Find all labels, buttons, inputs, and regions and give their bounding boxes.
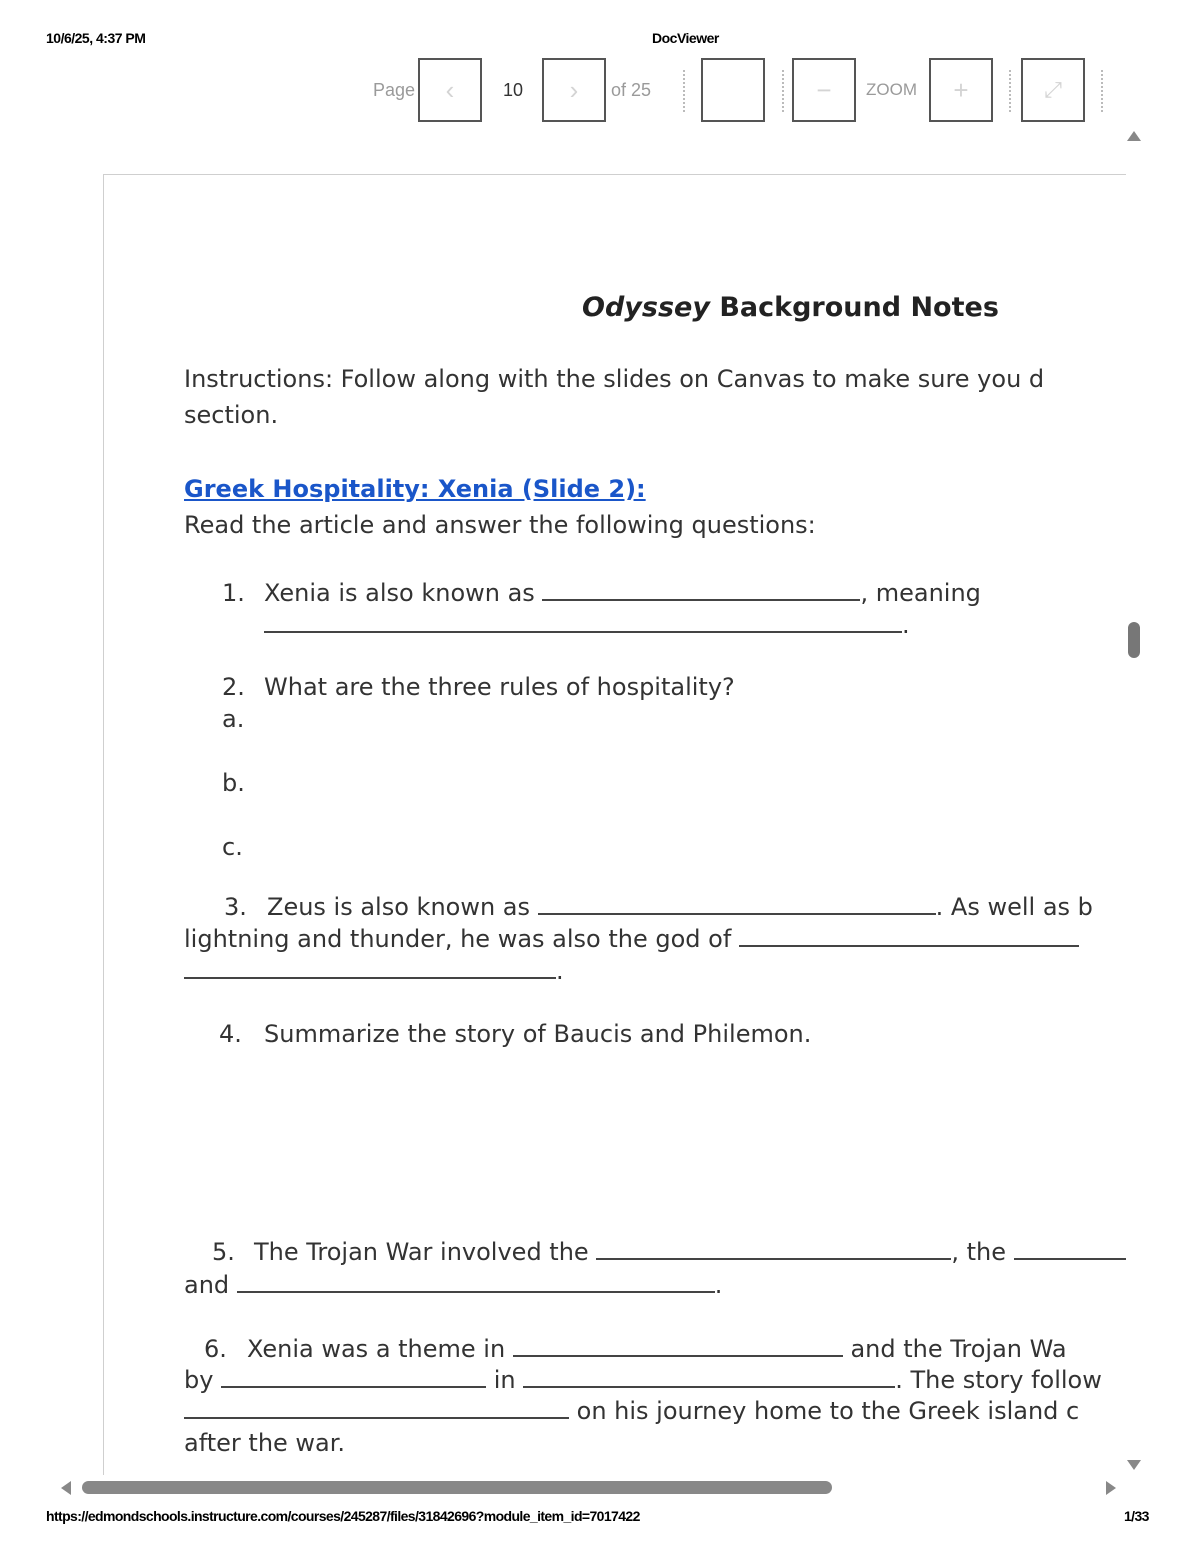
question-2-number: 2. <box>222 673 245 701</box>
answer-blank[interactable] <box>513 1335 843 1357</box>
question-3-text <box>267 893 1093 921</box>
fullscreen-button[interactable] <box>1021 58 1085 122</box>
question-4-text: Summarize the story of Baucis and Philemon. <box>264 1020 812 1048</box>
q1-prompt: Xenia is also known as <box>264 579 535 607</box>
q3-after: . As well as b <box>935 893 1093 921</box>
plus-icon: + <box>953 74 969 105</box>
toolbar-divider <box>782 70 784 112</box>
page-title <box>582 292 999 323</box>
question-6-line-2 <box>184 1366 1102 1394</box>
question-5-number: 5. <box>212 1238 235 1266</box>
question-4-number: 4. <box>219 1020 242 1048</box>
question-6-number: 6. <box>204 1335 227 1363</box>
q6-by: by <box>184 1366 214 1394</box>
question-5-line-2 <box>184 1271 722 1299</box>
q5-end: . <box>714 1271 723 1299</box>
q5-line2: and <box>184 1271 230 1299</box>
zoom-in-button[interactable] <box>929 58 993 122</box>
answer-blank[interactable] <box>221 1366 486 1388</box>
answer-label-a: a. <box>222 705 245 733</box>
zoom-out-button[interactable] <box>792 58 856 122</box>
question-2-text: What are the three rules of hospitality? <box>264 673 735 701</box>
question-3-line-3 <box>184 957 564 985</box>
print-window-title: DocViewer <box>652 30 719 46</box>
q6-prompt: Xenia was a theme in <box>247 1335 506 1363</box>
question-3-number: 3. <box>224 893 247 921</box>
toolbar-divider <box>1101 70 1103 112</box>
question-1-number: 1. <box>222 579 245 607</box>
document-page <box>104 175 1126 1475</box>
next-page-button[interactable] <box>542 58 606 122</box>
answer-blank[interactable] <box>264 611 902 633</box>
q6-after: and the Trojan Wa <box>850 1335 1067 1363</box>
print-page-count: 1/33 <box>1124 1508 1149 1524</box>
answer-blank[interactable] <box>739 925 1079 947</box>
page-total: of 25 <box>611 80 652 100</box>
print-date: 10/6/25, 4:37 PM <box>46 30 146 46</box>
q5-after: , the <box>951 1238 1006 1266</box>
q6-line3: on his journey home to the Greek island c <box>576 1397 1080 1425</box>
question-6-text <box>247 1335 1067 1363</box>
minus-icon: − <box>816 74 832 105</box>
answer-blank[interactable] <box>237 1271 715 1293</box>
question-1-text <box>264 579 981 607</box>
answer-blank[interactable] <box>538 893 936 915</box>
answer-blank[interactable] <box>542 579 860 601</box>
q3-line2: lightning and thunder, he was also the god of <box>184 925 732 953</box>
chevron-left-icon: ‹ <box>445 74 455 105</box>
question-1-line-2 <box>264 611 910 639</box>
current-page-input[interactable]: 10 <box>503 80 524 100</box>
title-italic: Odyssey <box>582 292 710 323</box>
expand-icon: ⤢ <box>1044 77 1062 102</box>
horizontal-scrollbar-thumb[interactable] <box>82 1481 832 1494</box>
answer-label-c: c. <box>222 833 243 861</box>
answer-label-b: b. <box>222 769 245 797</box>
chevron-right-icon: › <box>569 74 579 105</box>
question-6-line-3 <box>184 1397 1079 1425</box>
answer-blank[interactable] <box>596 1238 951 1260</box>
q6-story: . The story follow <box>895 1366 1102 1394</box>
q3-prompt: Zeus is also known as <box>267 893 531 921</box>
view-mode-button[interactable] <box>701 58 765 122</box>
vertical-scrollbar-thumb[interactable] <box>1128 622 1140 658</box>
title-rest: Background Notes <box>709 292 999 323</box>
answer-blank[interactable] <box>1014 1238 1126 1260</box>
instructions-line-1: Instructions: Follow along with the slides on Canvas to make sure you d <box>184 365 1045 393</box>
toolbar-divider <box>683 70 685 112</box>
document-viewport <box>103 174 1126 1475</box>
question-6-line-4: after the war. <box>184 1429 346 1457</box>
q5-prompt: The Trojan War involved the <box>254 1238 589 1266</box>
zoom-label: ZOOM <box>866 80 917 99</box>
q1-end: . <box>902 611 910 639</box>
page-label: Page <box>373 80 416 100</box>
section-heading-link[interactable]: Greek Hospitality: Xenia (Slide 2): <box>184 475 646 503</box>
instructions-line-2: section. <box>184 401 279 429</box>
answer-blank[interactable] <box>523 1366 895 1388</box>
scroll-up-arrow-icon[interactable] <box>1127 131 1141 141</box>
q1-after: , meaning <box>860 579 981 607</box>
print-header <box>0 30 1200 50</box>
scroll-right-arrow-icon[interactable] <box>1106 1481 1116 1495</box>
previous-page-button[interactable] <box>418 58 482 122</box>
scroll-left-arrow-icon[interactable] <box>61 1481 71 1495</box>
answer-blank[interactable] <box>184 1397 569 1419</box>
question-5-text <box>254 1238 1126 1266</box>
print-footer <box>0 1508 1200 1528</box>
q3-end: . <box>556 957 564 985</box>
q6-in: in <box>493 1366 516 1394</box>
answer-blank[interactable] <box>184 957 556 979</box>
scroll-down-arrow-icon[interactable] <box>1127 1460 1141 1470</box>
toolbar-divider <box>1009 70 1011 112</box>
section-intro: Read the article and answer the following questions: <box>184 511 816 539</box>
question-3-line-2 <box>184 925 1079 953</box>
print-url: https://edmondschools.instructure.com/courses/245287/files/31842696?module_item_id=7017422 <box>46 1508 640 1524</box>
